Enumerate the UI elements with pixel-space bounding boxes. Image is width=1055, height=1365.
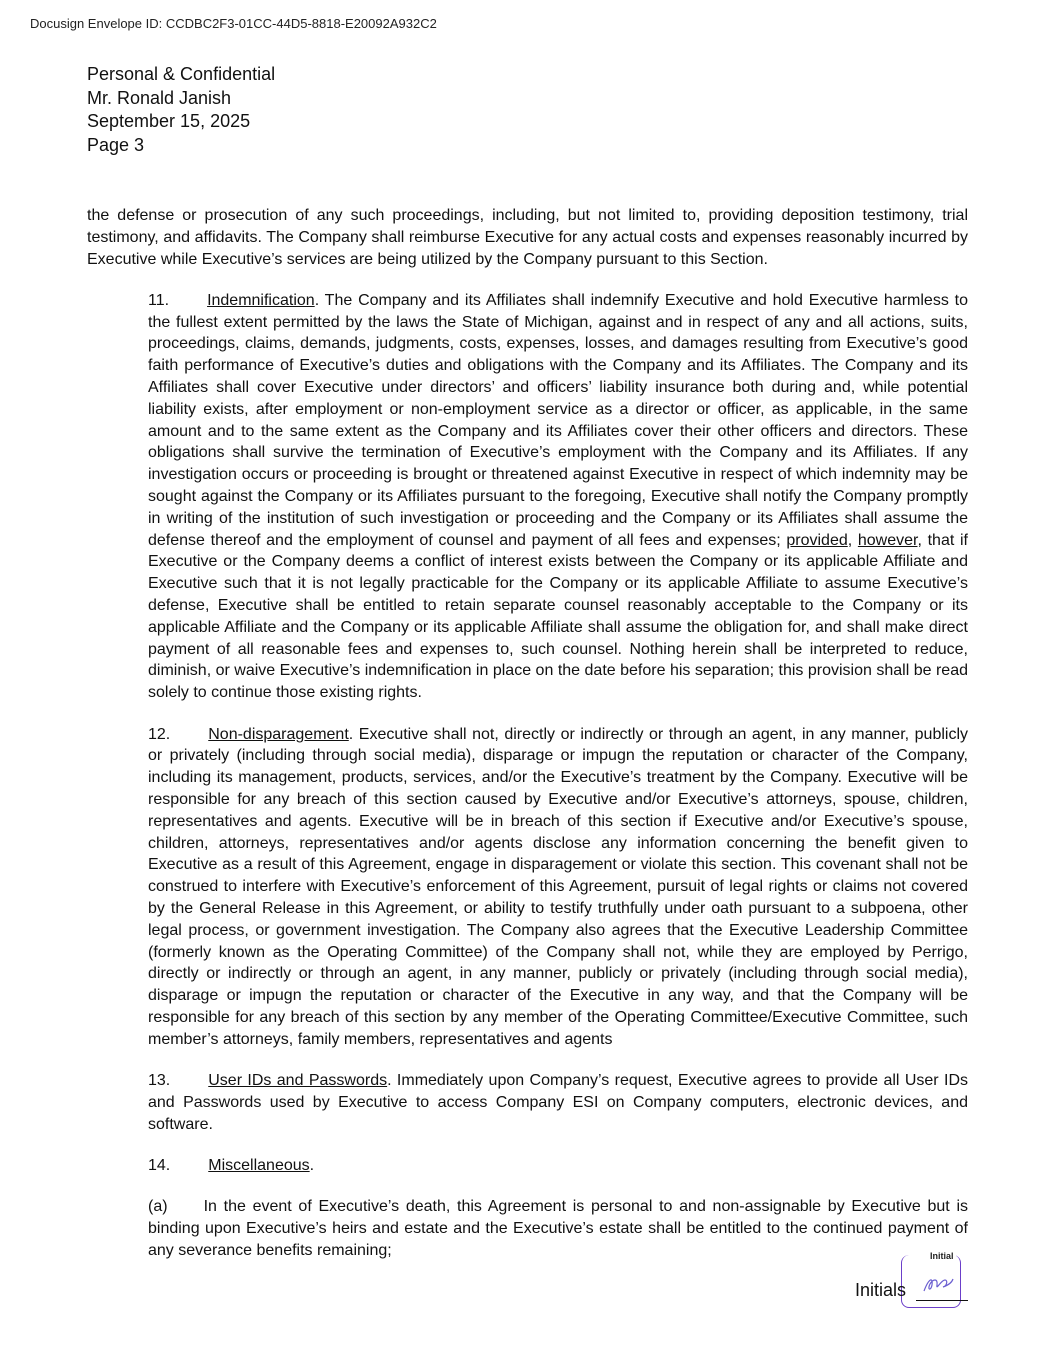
letter-body xyxy=(87,205,968,1281)
continuation-paragraph: the defense or prosecution of any such proceedings, including, but not limited to, providing deposition testimony, trial testimony, and affidavits. The Company shall reimburse Executive for any actual costs and expenses reasonably incurred by Executive while Executive’s services are being utilized by the Company pursuant to this Section. xyxy=(87,207,968,268)
signature-stroke xyxy=(924,1279,953,1291)
section-14-paragraph xyxy=(87,1155,968,1177)
section-14a-text: In the event of Executive’s death, this Agreement is personal to and non-assignable by Executive but is binding upon Executive’s heirs and estate and the Executive’s estate shall be entitled to the continued payment of any severance benefits remaining; xyxy=(148,1198,968,1259)
letter-date: September 15, 2025 xyxy=(87,111,251,131)
confidential-line: Personal & Confidential xyxy=(87,64,276,84)
section-14a-label: (a) xyxy=(148,1198,168,1216)
initial-stamp-tag: Initial xyxy=(930,1251,954,1261)
section-12-paragraph xyxy=(87,724,968,1051)
section-12-number: 12. xyxy=(148,725,171,743)
however-term: however xyxy=(857,531,918,549)
page-number: Page 3 xyxy=(87,134,145,155)
section-13-heading: User IDs and Passwords xyxy=(208,1071,388,1089)
section-13-paragraph xyxy=(87,1070,968,1135)
recipient-name: Mr. Ronald Janish xyxy=(87,87,232,108)
initials-signature-icon[interactable] xyxy=(921,1274,955,1296)
section-11-text-a: . The Company and its Affiliates shall indemnify Executive and hold Executive harmless to the fullest extent permitted by the laws the State of Michigan, against and in respect of any and all actions, suits, proceedings, claims, demands, judgments, costs, expenses, losses, and damages resulting from Executive’s good faith performance of Executive’s duties and obligations with the Company and its Affiliates. The Company and its Affiliates shall cover Executive under directors’ and officers’ liability insurance both during and, while potential liability exists, after employment or non-employment service as a director or officer, as applicable, in the same amount and to the same extent as the Company and its Affiliates cover their other officers and directors. These obligations shall survive the termination of Executive’s employment with the Company and its Affiliates. If any investigation occurs or proceeding is brought or threatened against Executive in respect of which indemnity may be sought against the Company or its Affiliates pursuant to the foregoing, Executive shall notify the Company promptly in writing of the institution of such investigation or proceeding and the Company or its Affiliates shall assume the defense thereof and the employment of counsel and payment of all fees and expenses; xyxy=(148,291,968,549)
section-14a-paragraph xyxy=(87,1196,968,1261)
section-11-paragraph xyxy=(87,290,968,704)
section-12-text: . Executive shall not, directly or indirectly or through an agent, in any manner, publicly or privately (including through social media), disparage or impugn the reputation or character of the Company, including its management, products, services, and/or the Executive’s treatment by the Company. Executive will be responsible for any breach of this section caused by Executive and/or Executive’s attorneys, spouse, children, representatives and agents. Executive will be in breach of this section if Executive and/or Executive’s spouse, children, attorneys, representatives and/or agents disclose any information concerning the benefit given to Executive as a result of this Agreement, engage in disparagement or violate this section. This covenant shall not be construed to interfere with Executive’s enforcement of this Agreement, pursuit of legal rights or claims not covered by the General Release in this Agreement, or ability to testify truthfully under oath pursuant to a subpoena, other legal process, or government investigation. The Company also agrees that the Executive Leadership Committee (formerly known as the Operating Committee) of the Company shall not, while they are employed by Perrigo, directly or indirectly or through an agent, in any manner, publicly or privately (including through social media), disparage or impugn the reputation or character of the Executive in any way, and that the Company will be responsible for any breach of this section by any member of the Operating Committee/Executive Committee, such member’s attorneys, family members, representatives and agents xyxy=(148,725,968,1048)
letter-header xyxy=(87,63,275,157)
section-13-text: . Immediately upon Company’s request, Executive agrees to provide all User IDs and Passwords used by Executive to access Company ESI on Company computers, electronic devices, and software. xyxy=(148,1071,969,1133)
docusign-envelope-id: Docusign Envelope ID: CCDBC2F3-01CC-44D5-8818-E20092A932C2 xyxy=(30,16,437,31)
section-14-number: 14. xyxy=(148,1156,171,1174)
provided-term: provided xyxy=(786,531,848,549)
initials-line xyxy=(916,1300,968,1301)
section-11-text-b: , that if Executive or the Company deems a conflict of interest exists between the Company or its applicable Affiliate and Executive such that it is not legally practicable for the Company or its applicable Affiliate to assume Executive’s defense, Executive shall be entitled to retain separate counsel reasonably acceptable to the Company or its applicable Affiliate and the Company or its applicable Affiliate shall assume the obligation for, and shall make direct payment of all reasonable fees and expenses to, such counsel. Nothing herein shall be interpreted to reduce, diminish, or waive Executive’s indemnification in place on the date before his separation; this provision shall be read solely to continue those existing rights. xyxy=(148,531,968,702)
section-12-heading: Non-disparagement xyxy=(208,725,349,743)
section-13-number: 13. xyxy=(148,1071,171,1089)
section-14-text: . xyxy=(309,1156,315,1174)
section-11-heading: Indemnification xyxy=(207,291,315,309)
comma: , xyxy=(847,531,858,549)
section-14-heading: Miscellaneous xyxy=(208,1156,310,1174)
initials-label: Initials xyxy=(855,1280,907,1300)
section-11-number: 11. xyxy=(148,291,170,309)
